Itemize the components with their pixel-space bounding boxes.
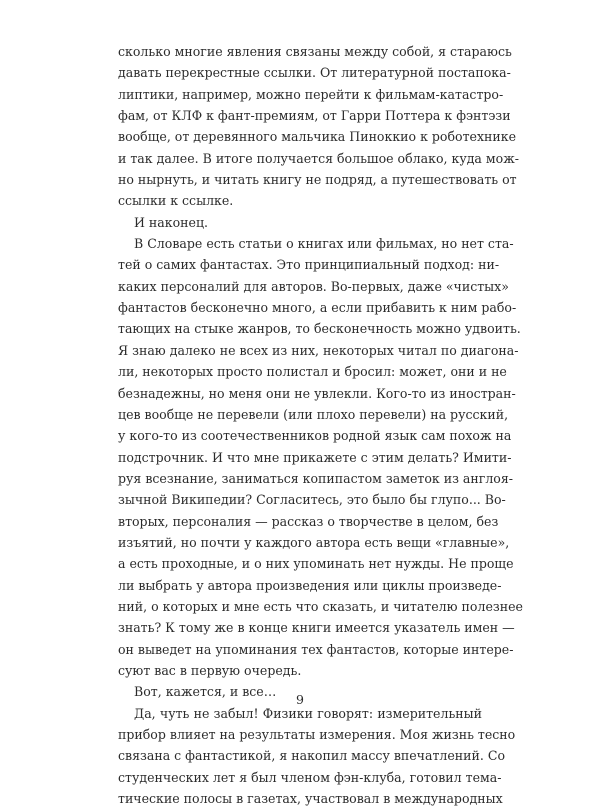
text-line: В Словаре есть статьи о книгах или фильмах, но нет ста-	[134, 236, 514, 252]
text-line: тические полосы в газетах, участвовал в международных	[118, 791, 503, 807]
text-line: сколько многие явления связаны между собой, я стараюсь	[118, 44, 512, 59]
text-line: давать перекрестные ссылки. От литературной постапока-	[118, 65, 511, 81]
text-line: ний, о которых и мне есть что сказать, и читателю полезнее	[118, 598, 523, 614]
text-line: студенческих лет я был членом фэн-клуба, готовил тема-	[118, 769, 502, 785]
text-line: суют вас в первую очередь.	[118, 662, 302, 678]
text-line: у кого-то из соотечественников родной язык сам похож на	[118, 428, 512, 444]
text-line: он выведет на упоминания тех фантастов, которые интере-	[118, 641, 514, 657]
text-line: цев вообще не перевели (или плохо перевели) на русский,	[118, 406, 509, 422]
text-line: связана с фантастикой, я накопил массу впечатлений. Со	[118, 748, 505, 764]
text-line: Я знаю далеко не всех из них, некоторых читал по диагона-	[118, 342, 519, 358]
text-line: тающих на стыке жанров, то бесконечность можно удвоить.	[118, 321, 521, 337]
text-line: каких персоналий для авторов. Во-первых, даже «чистых»	[118, 278, 509, 294]
text-line: фантастов бесконечно много, а если прибавить к ним рабо-	[118, 300, 517, 316]
text-line: ли выбрать у автора произведения или циклы произведе-	[118, 577, 502, 593]
text-line: ссылки к ссылке.	[118, 193, 234, 209]
text-line: Да, чуть не забыл! Физики говорят: измерительный	[134, 705, 482, 721]
text-line: знать? К тому же в конце книги имеется указатель имен —	[118, 620, 515, 636]
text-line: а есть проходные, и о них упоминать нет нужды. Не проще	[118, 556, 514, 572]
page-number: 9	[296, 692, 304, 707]
text-line: И наконец.	[134, 214, 209, 230]
text-line: подстрочник. И что мне прикажете с этим делать? Имити-	[118, 449, 512, 465]
text-line: вторых, персоналия — рассказ о творчестве в целом, без	[118, 513, 499, 529]
text-line: Вот, кажется, и все…	[134, 684, 277, 700]
text-line: прибор влияет на результаты измерения. Моя жизнь тесно	[118, 727, 516, 742]
text-line: и так далее. В итоге получается большое облако, куда мож-	[118, 150, 519, 166]
text-line: ли, некоторых просто полистал и бросил: может, они и не	[118, 364, 507, 380]
text-line: но нырнуть, и читать книгу не подряд, а путешествовать от	[118, 172, 517, 188]
text-line: вообще, от деревянного мальчика Пиноккио к роботехнике	[118, 129, 517, 145]
text-line: изъятий, но почти у каждого автора есть вещи «главные»,	[118, 534, 510, 550]
text-line: фам, от КЛФ к фант-премиям, от Гарри Поттера к фэнтэзи	[118, 108, 511, 124]
text-line: тей о самих фантастах. Это принципиальный подход: ни-	[118, 257, 500, 273]
text-line: руя всезнание, заниматься копипастом заметок из англоя-	[118, 470, 513, 486]
text-line: зычной Википедии? Согласитесь, это было бы глупо... Во-	[118, 492, 506, 508]
text-line: липтики, например, можно перейти к фильмам-катастро-	[118, 86, 504, 102]
text-line: безнадежны, но меня они не увлекли. Кого-то из иностран-	[118, 385, 516, 401]
